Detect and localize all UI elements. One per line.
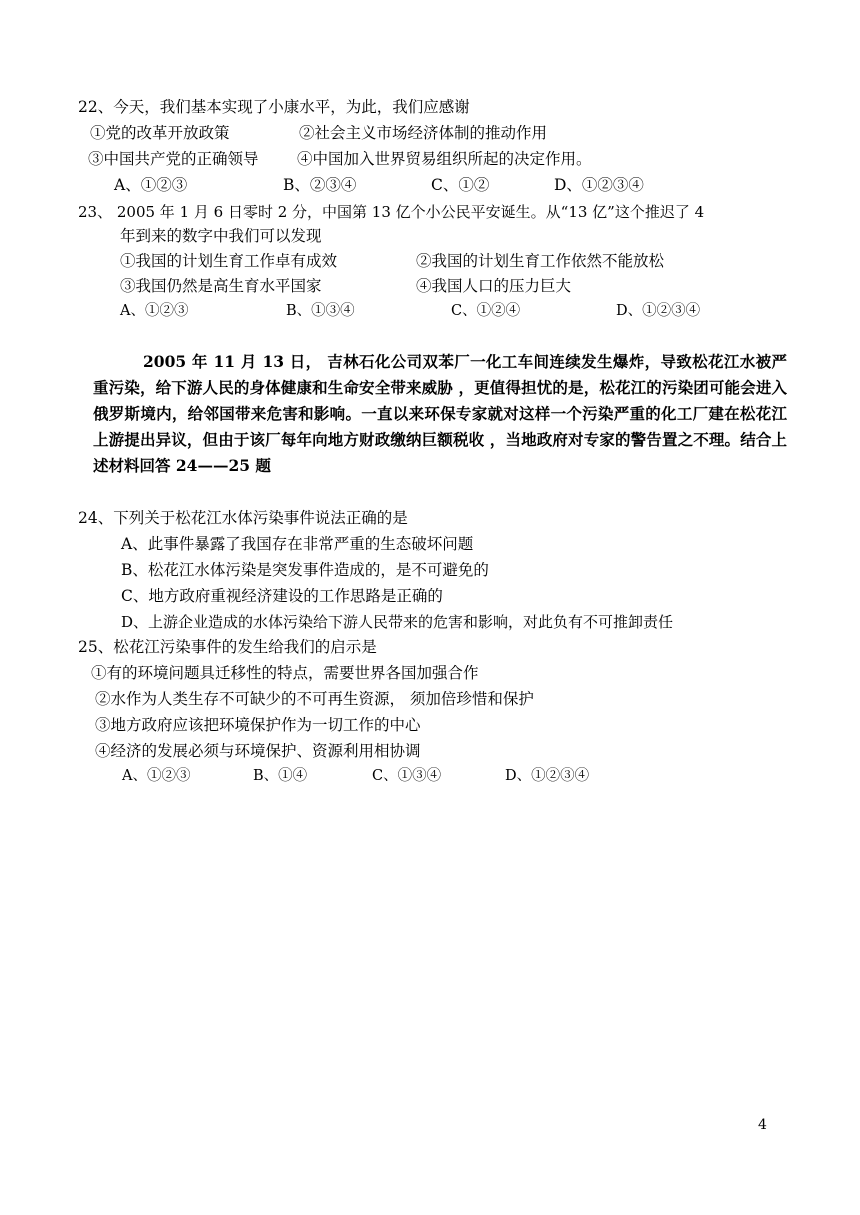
- q25-option-a: A、①②③: [122, 768, 191, 784]
- q23-option-d: D、①②③④: [616, 303, 701, 319]
- q23-item-4: ④我国人口的压力巨大: [416, 277, 572, 295]
- q24-option-d: D、上游企业造成的水体污染给下游人民带来的危害和影响，对此负有不可推卸责任: [121, 613, 674, 631]
- q24-stem: 24、下列关于松花江水体污染事件说法正确的是: [78, 509, 408, 527]
- q23-stem-line-2: 年到来的数字中我们可以发现: [120, 227, 322, 245]
- q22-option-b: B、②③④: [283, 176, 357, 194]
- page-number: 4: [758, 1117, 767, 1133]
- q25-item-4: ④经济的发展必须与环境保护、资源利用相协调: [95, 742, 421, 760]
- q25-stem: 25、松花江污染事件的发生给我们的启示是: [78, 638, 377, 656]
- q22-item-2: ②社会主义市场经济体制的推动作用: [299, 124, 548, 142]
- q22-option-c: C、①②: [431, 176, 490, 194]
- q25-option-b: B、①④: [253, 768, 308, 784]
- q23-option-c: C、①②④: [451, 303, 521, 319]
- q22-option-d: D、①②③④: [554, 176, 644, 194]
- q25-option-c: C、①③④: [372, 768, 442, 784]
- q24-option-b: B、松花江水体污染是突发事件造成的，是不可避免的: [121, 561, 489, 579]
- q24-option-c: C、地方政府重视经济建设的工作思路是正确的: [121, 587, 443, 605]
- q23-item-2: ②我国的计划生育工作依然不能放松: [416, 252, 665, 270]
- q23-option-b: B、①③④: [286, 303, 355, 319]
- q22-item-4: ④中国加入世界贸易组织所起的决定作用。: [297, 150, 592, 168]
- q23-item-3: ③我国仍然是高生育水平国家: [120, 277, 322, 295]
- q25-item-2: ②水作为人类生存不可缺少的不可再生资源， 须加倍珍惜和保护: [95, 690, 534, 708]
- q22-stem: 22、今天，我们基本实现了小康水平，为此，我们应感谢: [78, 98, 470, 116]
- q25-option-d: D、①②③④: [505, 768, 590, 784]
- q23-stem-line-1: 23、 2005 年 1 月 6 日零时 2 分，中国第 13 亿个小公民平安诞生。从“13 亿”这个推迟了 4: [78, 203, 705, 221]
- q22-option-a: A、①②③: [114, 176, 188, 194]
- q23-option-a: A、①②③: [120, 303, 189, 319]
- q22-item-1: ①党的改革开放政策: [90, 124, 230, 142]
- q25-item-1: ①有的环境问题具迁移性的特点，需要世界各国加强合作: [91, 664, 479, 682]
- q25-item-3: ③地方政府应该把环境保护作为一切工作的中心: [95, 716, 421, 734]
- material-text: 2005 年 11 月 13 日， 吉林石化公司双苯厂一化工车间连续发生爆炸，导致松花江水被严重污染，给下游人民的身体健康和生命安全带来威胁 ，更值得担忧的是，松花江的污染团可能会进入俄罗斯境内，给邻国带来危害和影响。一直以来环保专家就对这样一个污染严重的化工厂建在松花江上游提出异议，但由于该厂每年向地方财政缴纳巨额税收 ，当地政府对专家的警告置之不理。结合上述材料回答 24——25 题: [93, 352, 787, 475]
- q22-item-3: ③中国共产党的正确领导: [88, 150, 259, 168]
- q24-option-a: A、此事件暴露了我国存在非常严重的生态破坏问题: [121, 535, 474, 553]
- material-paragraph: [93, 349, 787, 479]
- q23-item-1: ①我国的计划生育工作卓有成效: [120, 252, 338, 270]
